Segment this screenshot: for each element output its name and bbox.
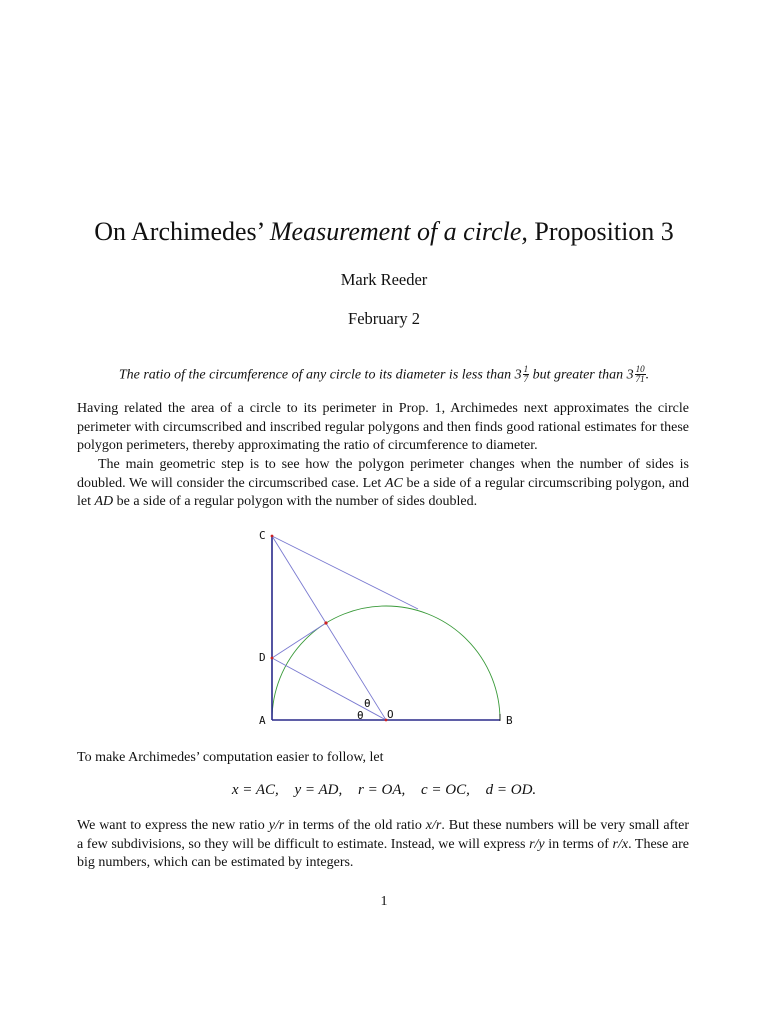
- proposition-statement: [0, 366, 768, 385]
- paper-title: [0, 214, 768, 250]
- math-AD: AD: [94, 494, 114, 509]
- title-part-1: On Archimedes’: [94, 217, 264, 246]
- math-AC: AC: [384, 475, 403, 491]
- math-r-over-y: r/y: [529, 836, 545, 852]
- title-italic-part: Measurement of a circle,: [269, 217, 528, 246]
- label-O: O: [387, 708, 394, 721]
- point-D: [271, 657, 274, 660]
- equation-c: c = OC,: [421, 782, 470, 798]
- line-DO: [272, 658, 386, 720]
- line-D-tangent: [272, 623, 326, 658]
- point-tangent: [324, 621, 327, 624]
- fraction-denominator: 7: [523, 374, 529, 384]
- label-theta-lower: θ: [357, 709, 364, 722]
- equation-r: r = OA,: [358, 782, 406, 798]
- para2-text-a: The main geometric step is to see how the polygon perimeter changes when the number of sides is doubled. We will consider the circumscribed case. Let: [77, 457, 689, 491]
- para2-text-c: be a side of a regular polygon with the number of sides doubled.: [113, 494, 478, 509]
- statement-text-b: but greater than 3: [529, 367, 634, 383]
- paragraph-ratio-plan: [77, 817, 689, 873]
- paragraph-geometric-step: [77, 456, 689, 512]
- paragraph-intro: Having related the area of a circle to its perimeter in Prop. 1, Archimedes next approximates the circle perimeter with circumscribed and inscribed regular polygons and then finds good rational estimates for these polygon perimeters, thereby approximating the ratio of circumference to diameter.: [77, 401, 689, 453]
- para4-text-c: . But these numbers will be very small after a few subdivisions, so they will be difficult to estimate. Instead, we will express: [77, 818, 689, 852]
- para2-text-b: be a side of a regular circumscribing polygon, and let: [77, 475, 689, 509]
- equation-y: y = AD,: [294, 782, 343, 798]
- fraction-denominator: 71: [635, 374, 645, 384]
- line-C-tangent: [272, 536, 418, 609]
- geometry-figure: [250, 525, 520, 730]
- para4-text-a: We want to express the new ratio: [77, 818, 269, 833]
- statement-text-a: The ratio of the circumference of any circle to its diameter is less than 3: [118, 367, 522, 383]
- semicircle-arc: [272, 606, 500, 720]
- math-x-over-r: x/r: [425, 818, 442, 833]
- statement-text-c: .: [645, 367, 650, 383]
- label-B: B: [506, 714, 513, 727]
- label-C: C: [259, 529, 266, 542]
- paragraph-definitions-intro: To make Archimedes’ computation easier to follow, let: [77, 750, 384, 765]
- page-number: 1: [380, 894, 388, 909]
- label-theta-upper: θ: [364, 697, 371, 710]
- author-name: Mark Reeder: [340, 270, 428, 289]
- fraction-one-seventh: [523, 365, 530, 384]
- label-D: D: [259, 651, 266, 664]
- publication-date: February 2: [348, 309, 420, 328]
- math-y-over-r: y/r: [268, 818, 285, 833]
- fraction-ten-seventyfirsts: [635, 365, 646, 384]
- line-CO: [272, 536, 386, 720]
- point-C: [271, 535, 274, 538]
- label-A: A: [259, 714, 266, 727]
- para4-text-d: in terms of: [544, 836, 613, 852]
- equation-x: x = AC,: [231, 782, 279, 798]
- math-r-over-x: r/x: [612, 836, 629, 852]
- para4-text-e: . These are big numbers, which can be estimated by integers.: [77, 836, 690, 870]
- fraction-numerator: 10: [635, 364, 645, 374]
- title-part-2: Proposition 3: [534, 217, 674, 246]
- variable-definitions-equation: [0, 782, 768, 799]
- equation-d: d = OD.: [485, 782, 537, 798]
- fraction-numerator: 1: [523, 364, 529, 374]
- para4-text-b: in terms of the old ratio: [284, 818, 426, 833]
